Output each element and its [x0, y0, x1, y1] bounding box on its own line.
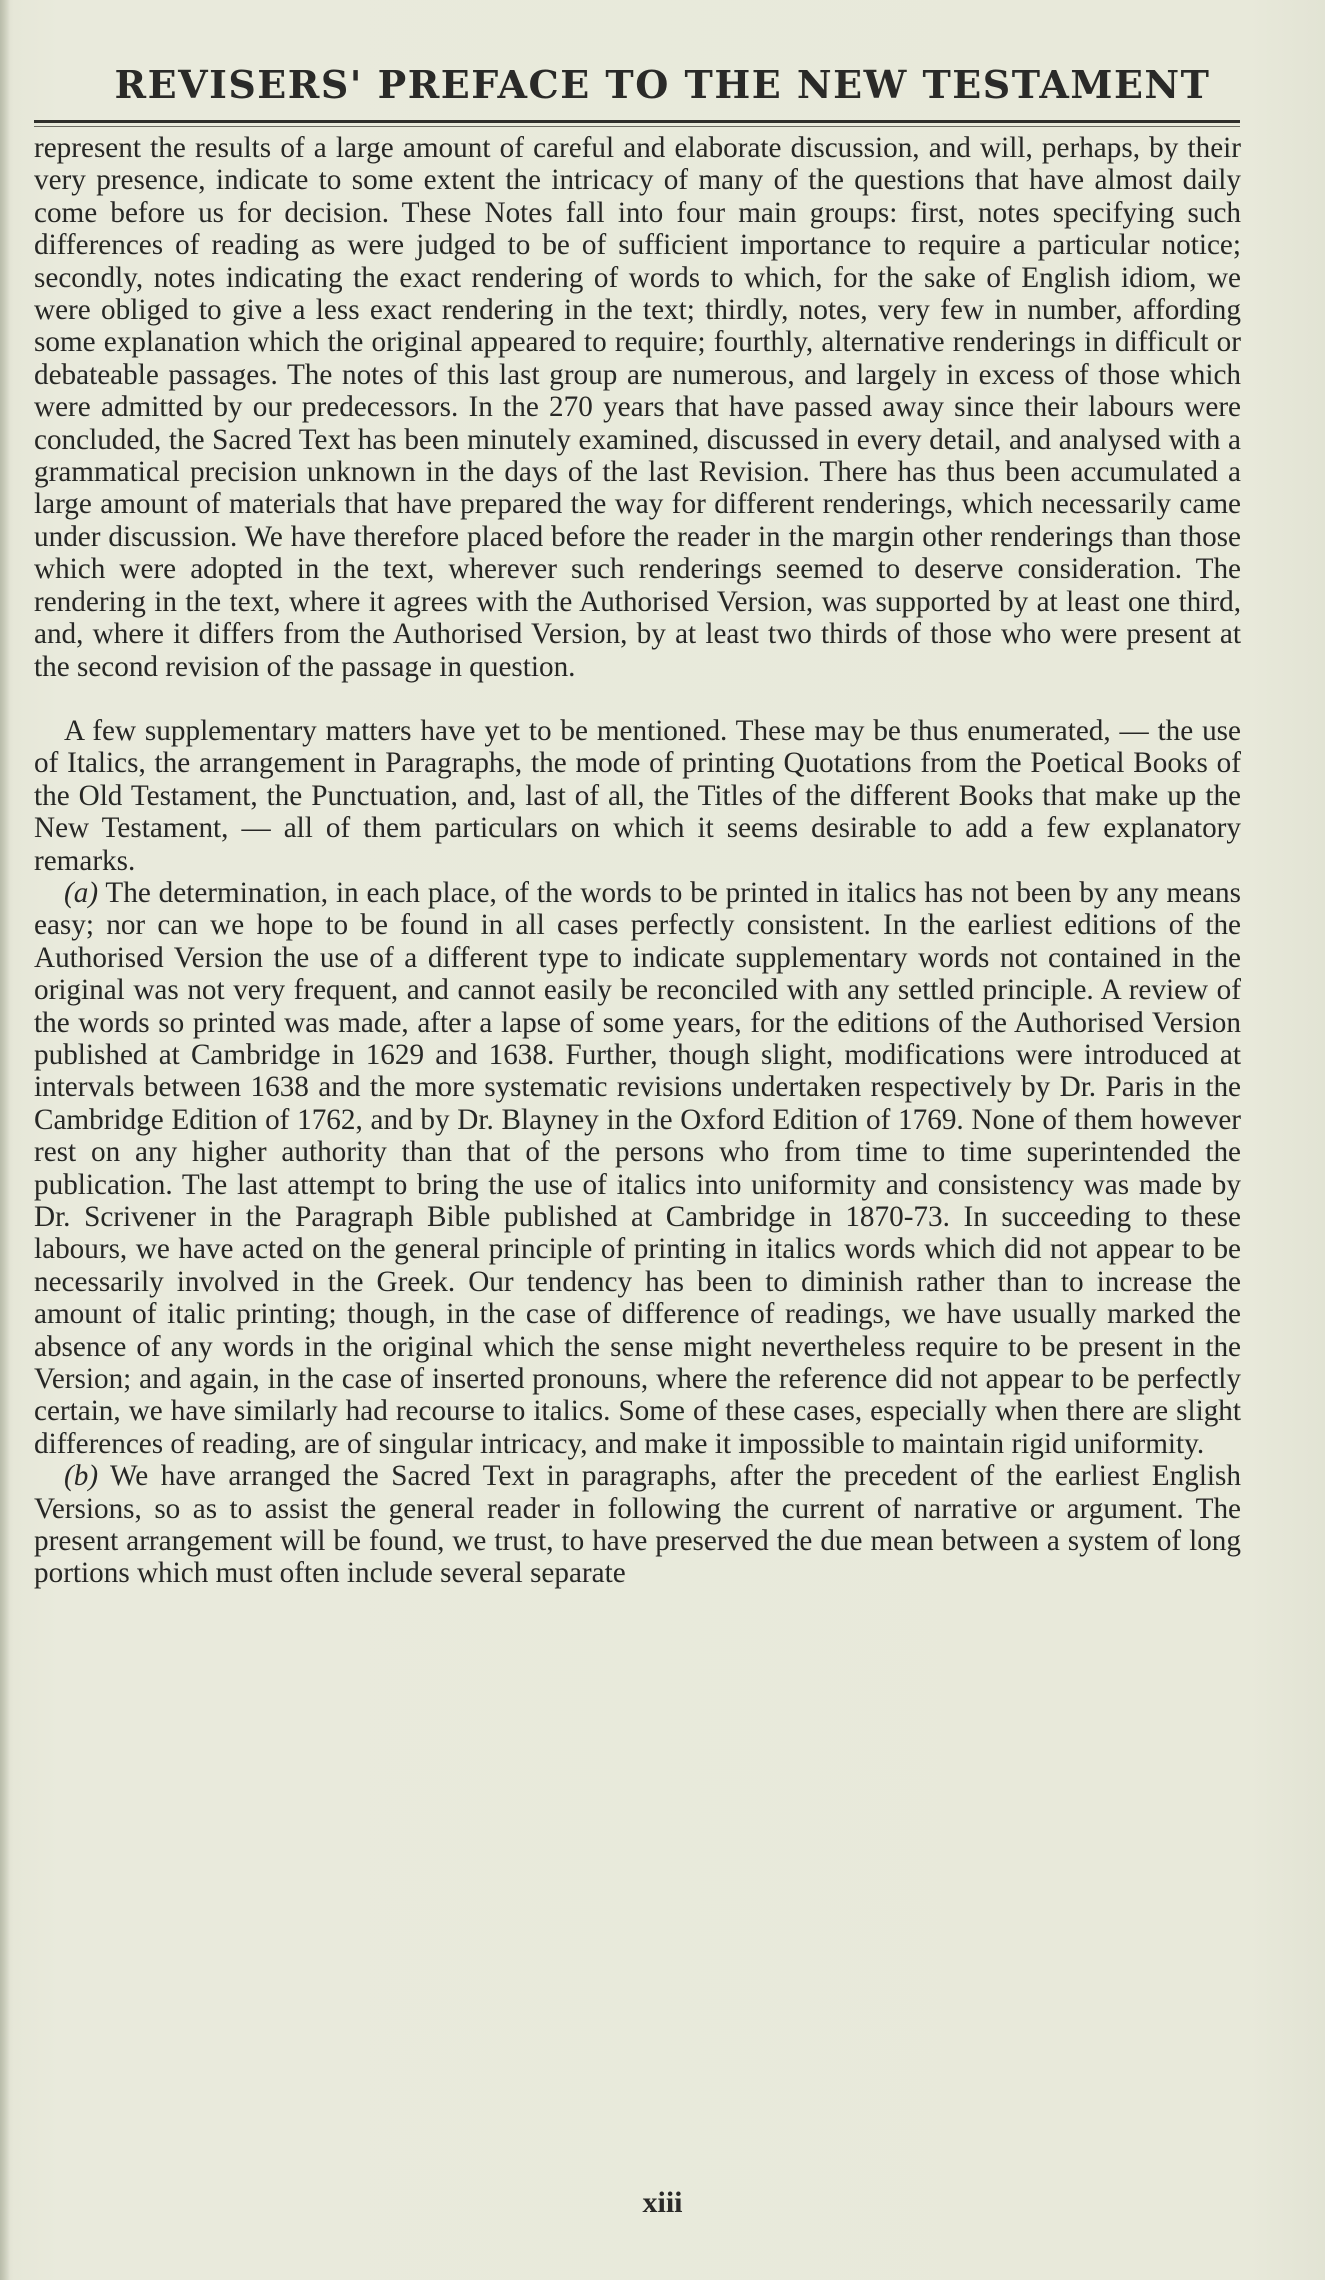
paragraph-italics [34, 877, 1241, 1460]
body-text [34, 132, 1241, 1590]
running-head: REVISERS' PREFACE TO THE NEW TESTAMENT [114, 62, 1211, 107]
paragraph-text: represent the results of a large amount of careful and elaborate discussion, and will, perhaps, by their very presence, indicate to some extent the intricacy of many of the questions that have almost daily come before us for decision. These Notes fall into four main groups: first, notes specifying such differences of reading as were judged to be of sufficient importance to require a particular notice; secondly, notes indicating the exact rendering of words to which, for the sake of English idiom, we were obliged to give a less exact rendering in the text; thirdly, notes, very few in number, affording some explanation which the original appeared to require; fourthly, alternative renderings in difficult or debateable passages. The notes of this last group are numerous, and largely in excess of those which were admitted by our predecessors. In the 270 years that have passed away since their labours were concluded, the Sacred Text has been minutely examined, discussed in every detail, and analysed with a grammatical precision unknown in the days of the last Revision. There has thus been accumulated a large amount of materials that have prepared the way for different renderings, which necessarily came under discussion. We have therefore placed before the reader in the margin other renderings than those which were adopted in the text, wherever such renderings seemed to deserve consideration. The rendering in the text, where it agrees with the Authorised Version, was supported by at least one third, and, where it differs from the Authorised Version, by at least two thirds of those who were present at the second revision of the passage in question. [34, 132, 1241, 683]
paragraph-continuation [34, 132, 1241, 683]
paragraph-supplementary-matters [34, 715, 1241, 877]
spine-shadow [0, 0, 10, 2280]
paragraph-text: A few supplementary matters have yet to be mentioned. These may be thus enumerated, — the use of Italics, the arrangement in Paragraphs, the mode of printing Quotations from the Poetical Books of the Old Testament, the Punctuation, and, last of all, the Titles of the different Books that make up the New Testament, — all of them particulars on which it seems desirable to add a few explanatory remarks. [34, 714, 1241, 877]
paragraph-label: (a) [64, 876, 99, 909]
paragraph-paragraphs [34, 1460, 1241, 1590]
header-rule [34, 120, 1240, 123]
paragraph-text: The determination, in each place, of the words to be printed in italics has not been by any means easy; nor can we hope to be found in all cases perfectly consistent. In the earliest editions of the Authorised Version the use of a different type to indicate supplementary words not contained in the original was not very frequent, and cannot easily be reconciled with any settled principle. A review of the words so printed was made, after a lapse of some years, for the editions of the Authorised Version published at Cambridge in 1629 and 1638. Further, though slight, modifications were introduced at intervals between 1638 and the more systematic revisions undertaken respectively by Dr. Paris in the Cambridge Edition of 1762, and by Dr. Blayney in the Oxford Edition of 1769. None of them however rest on any higher authority than that of the persons who from time to time superintended the publication. The last attempt to bring the use of italics into uniformity and consistency was made by Dr. Scrivener in the Paragraph Bible published at Cambridge in 1870-73. In succeeding to these labours, we have acted on the general principle of printing in italics words which did not appear to be necessarily involved in the Greek. Our tendency has been to diminish rather than to increase the amount of italic printing; though, in the case of difference of readings, we have usually marked the absence of any words in the original which the sense might nevertheless require to be present in the Version; and again, in the case of inserted pronouns, where the reference did not appear to be perfectly certain, we have similarly had recourse to italics. Some of these cases, especially when there are slight differences of reading, are of singular intricacy, and make it impossible to maintain rigid uniformity. [34, 876, 1241, 1460]
header-rule-thin [34, 126, 1240, 127]
paragraph-text: We have arranged the Sacred Text in paragraphs, after the precedent of the earliest English Versions, so as to assist the general reader in following the current of narrative or argument. The present arrangement will be found, we trust, to have preserved the due mean between a system of long portions which must often include several separate [34, 1460, 1241, 1590]
page-number: xiii [642, 2186, 683, 2219]
paragraph-label: (b) [64, 1460, 99, 1493]
